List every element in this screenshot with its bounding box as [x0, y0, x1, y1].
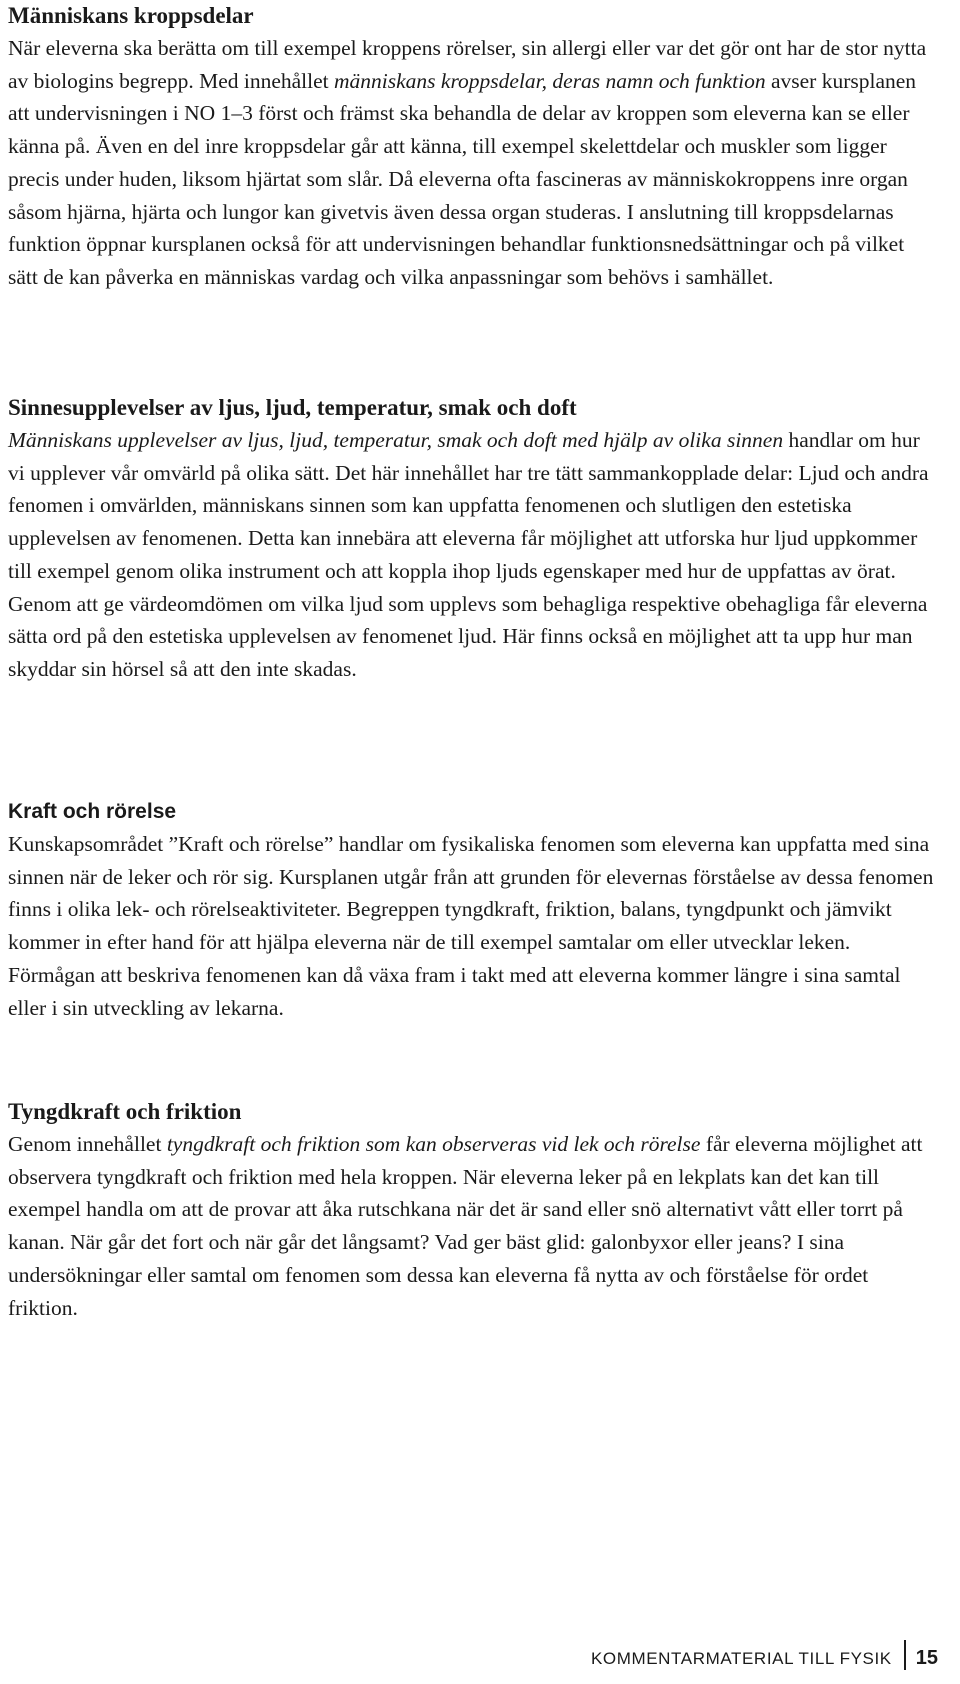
section-sinnesupplevelser — [8, 392, 938, 686]
paragraph-emphasis: Människans upplevelser av ljus, ljud, temperatur, smak och doft med hjälp av olika sinnen — [8, 428, 784, 452]
page-number: 15 — [915, 1647, 938, 1669]
section-paragraph — [8, 828, 938, 1024]
footer-label: KOMMENTARMATERIAL TILL FYSIK — [590, 1649, 892, 1668]
section-paragraph — [8, 1128, 938, 1324]
section-heading: Tyngdkraft och friktion — [8, 1099, 242, 1124]
section-heading: Kraft och rörelse — [8, 800, 177, 823]
paragraph-emphasis: tyngdkraft och friktion som kan observeras vid lek och rörelse — [166, 1132, 701, 1156]
section-heading: Människans kroppsdelar — [8, 3, 254, 28]
paragraph-text: När eleverna ska berätta om till exempel kroppens rörelser, sin allergi eller var det gör ont har de stor nytta av biologins begrepp. Med innehållet — [8, 36, 927, 93]
paragraph-text: avser kursplanen att undervisningen i NO 1–3 först och främst ska behandla de delar av kroppen som eleverna kan se eller känna på. Även en del inre kroppsdelar går att känna, till exempel skelettdelar och muskler som ligger precis under huden, liksom hjärtat som slår. Då eleverna ofta fascineras av människokroppens inre organ såsom hjärna, hjärta och lungor kan givetvis även dessa organ studeras. I anslutning till kroppsdelarnas funktion öppnar kursplanen också för att undervisningen behandlar funktionsnedsättningar och på vilket sätt de kan påverka en människas vardag och vilka anpassningar som behövs i samhället. — [8, 68, 917, 289]
paragraph-emphasis: människans kroppsdelar, deras namn och funktion — [334, 68, 766, 93]
paragraph-text: Genom innehållet — [8, 1132, 167, 1156]
paragraph-text: får eleverna möjlighet att observera tyngdkraft och friktion med hela kroppen. När eleverna leker på en lekplats kan det kan till exempel handla om att de provar att åka rutschkana när det är sand eller snö alternativt vått eller torrt på kanan. När går det fort och när går det långsamt? Vad ger bäst glid: galonbyxor eller jeans? I sina undersökningar eller samtal om fenomen som dessa kan eleverna få nytta av och förståelse för ordet friktion. — [8, 1132, 923, 1320]
paragraph-text: Kunskapsområdet ”Kraft och rörelse” handlar om fysikaliska fenomen som eleverna kan uppfatta med sina sinnen när de leker och rör sig. Kursplanen utgår från att grunden för elevernas förståelse av dessa fenomen finns i olika lek- och rörelseaktiviteter. Begreppen tyngdkraft, friktion, balans, tyngdpunkt och jämvikt kommer in efter hand för att hjälpa eleverna när de till exempel samtalar om eller utvecklar leken. Förmågan att beskriva fenomenen kan då växa fram i takt med att eleverna kommer längre i sina samtal eller i sin utveckling av lekarna. — [8, 832, 934, 1020]
section-kraft-och-rorelse — [8, 796, 938, 1024]
page-footer — [591, 1640, 938, 1670]
section-heading: Sinnesupplevelser av ljus, ljud, temperatur, smak och doft — [8, 395, 577, 420]
section-paragraph — [8, 424, 938, 686]
footer-divider — [904, 1640, 906, 1670]
section-tyngdkraft-och-friktion — [8, 1096, 938, 1324]
section-manniskans-kroppsdelar — [8, 0, 938, 294]
paragraph-text: handlar om hur vi upplever vår omvärld på olika sätt. Det här innehållet har tre tätt sammankopplade delar: Ljud och andra fenomen i omvärlden, människans sinnen som kan uppfatta fenomenen och slutligen den estetiska upplevelsen av fenomenen. Detta kan innebära att eleverna får möjlighet att utforska hur ljud uppkommer till exempel genom olika instrument och att koppla ihop ljuds egenskaper med hur de uppfattas av örat. Genom att ge värdeomdömen om vilka ljud som upplevs som behagliga respektive obehagliga får eleverna sätta ord på den estetiska upplevelsen av fenomenet ljud. Här finns också en möjlighet att ta upp hur man skyddar sin hörsel så att den inte skadas. — [8, 428, 929, 681]
section-paragraph — [8, 32, 938, 294]
